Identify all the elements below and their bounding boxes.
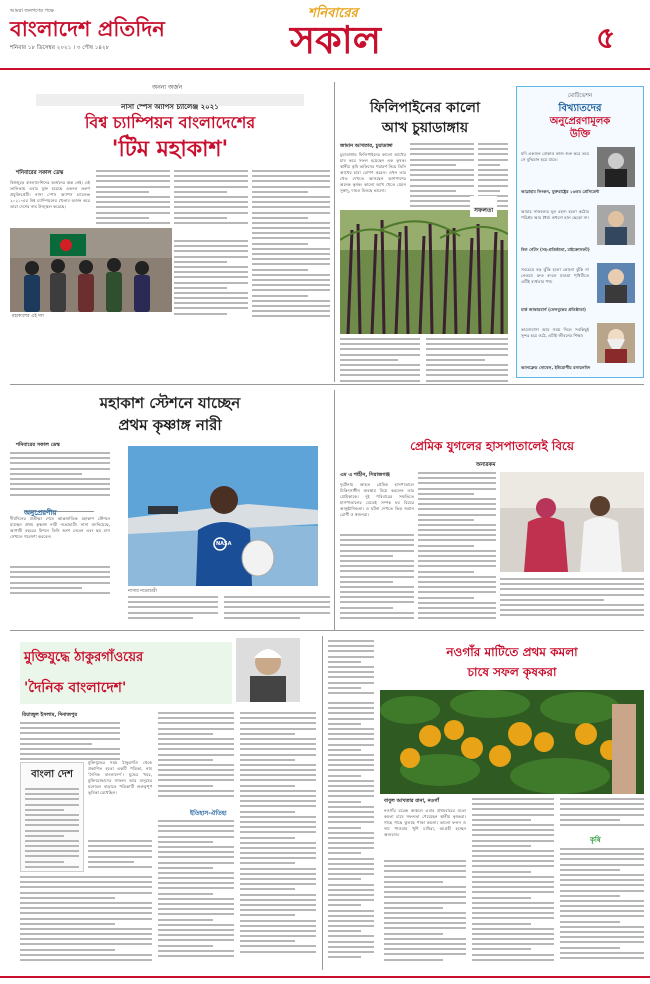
team-headline-2: 'টিম মহাকাশ' xyxy=(111,137,229,162)
quote-4-portrait xyxy=(597,323,635,363)
malta-body: নওগাঁর বরেন্দ্র অঞ্চলে এবার প্রথমবারের মতো কমলা চাষে সফলতা পেয়েছেন স্থানীয় কৃষকরা। গাছে গাছে ঝুলছে পাকা কমলা। ভালো ফলন ও দাম পাওয়ায় খুশি চাষিরা, আগ্রহী হচ্ছেন অন্যরাও। xyxy=(384,808,466,837)
history-body-col2 xyxy=(158,712,234,804)
astro-body-lead xyxy=(10,452,110,496)
orange-photo-image xyxy=(380,690,644,794)
quote-1-portrait xyxy=(597,147,635,187)
ph-body-col2 xyxy=(410,143,474,207)
astronaut-photo-image xyxy=(128,446,318,586)
ph-body-bottom-2 xyxy=(426,338,508,382)
team-kicker-text: নাসা স্পেস অ্যাপস চ্যালেঞ্জ ২০২১ xyxy=(121,103,219,111)
sugarcane-photo xyxy=(340,210,508,334)
quote-3-author: মার্ক জাকারবার্গ (ফেসবুকের প্রতিষ্ঠাতা) xyxy=(521,307,586,312)
ph-body: চুয়াডাঙ্গায় ফিলিপাইনের কালো আখের চাষ করে সফল হয়েছেন এক কৃষক। স্থানীয় কৃষি অফিসের পরামর্শ নিয়ে তিনি আখের চারা রোপণ করেন। এখন তার খেত দেখতে আসছেন আশপাশের অনেক কৃষক। কালো আখ খেতে যেমন সুস্বাদু, দামও মিলছে ভালো। xyxy=(340,152,406,193)
malta-section: কৃষি xyxy=(590,836,601,844)
page-number: ৫ xyxy=(596,21,616,56)
astronaut-photo xyxy=(128,446,318,586)
wedding-body: দুর্ঘটনায় আহত প্রেমিক হাসপাতালে চিকিৎসাধীন অবস্থায় বিয়ে করলেন তার প্রেমিকাকে। দুই পরিবারের সম্মতিতে হাসপাতালের বেডেই সম্পন্ন হয় বিয়ের আনুষ্ঠানিকতা। এ ঘটনা দেখতে ভিড় জমান রোগী ও স্বজনরা। xyxy=(340,482,414,517)
quote-4 xyxy=(521,323,641,377)
quote-1 xyxy=(521,147,641,201)
astro-headline-1: মহাকাশ স্টেশনে যাচ্ছেন xyxy=(99,394,241,412)
quote-4-text: ভালোবাসা আর সময় দিলে সবকিছুই সুন্দর হয়ে ওঠে, এটাই জীবনের শিক্ষা। xyxy=(521,327,589,338)
quote-2-author: বিল গেটস (সহ-প্রতিষ্ঠাতা, মাইক্রোসফট) xyxy=(521,247,590,252)
quote-3-portrait xyxy=(597,263,635,303)
quotes-kicker: মোটিভেশন xyxy=(567,93,593,99)
team-body-col3 xyxy=(174,170,248,226)
history-body-col1d xyxy=(88,840,152,874)
row-divider-2 xyxy=(10,630,644,631)
astro-body-bottom-1 xyxy=(128,596,218,622)
astro-caption: নাসার নভোচারী xyxy=(128,589,157,594)
quote-2-portrait xyxy=(597,205,635,245)
quote-2 xyxy=(521,205,641,259)
wedding-photo xyxy=(500,472,644,572)
quote-3 xyxy=(521,263,641,321)
malta-body-col1b xyxy=(384,860,466,966)
supplement-logo: সকাল xyxy=(290,17,382,62)
history-headline-1: মুক্তিযুদ্ধে ঠাকুরগাঁওয়ের xyxy=(24,650,144,665)
malta-body-col2 xyxy=(472,798,554,966)
quotes-title-3: উক্তি xyxy=(569,129,591,140)
malta-top-col1 xyxy=(328,640,374,698)
history-body-col1 xyxy=(20,722,120,762)
ph-headline-1: ফিলিপাইনের কালো xyxy=(369,100,481,116)
supplement-top: শনিবারের xyxy=(308,6,358,21)
team-kicker xyxy=(36,94,304,111)
astro-subhead-text: অনুপ্রেরণীয় xyxy=(24,509,57,517)
history-portrait xyxy=(236,638,300,702)
astro-subhead xyxy=(24,500,94,517)
quote-1-author: আব্রাহাম লিংকন, যুক্তরাষ্ট্রের ১৬তম প্রেসিডেন্ট xyxy=(521,189,600,194)
team-section-tag: অনন্য অর্জন xyxy=(152,84,183,91)
newspaper-clipping xyxy=(20,762,84,872)
masthead-tagline: আমরা জনগণের পক্ষে xyxy=(10,8,54,14)
ph-body-bottom-1 xyxy=(340,338,420,382)
column-divider-bottom xyxy=(322,636,323,970)
history-body: মুক্তিযুদ্ধের সময় ঠাকুরগাঁও থেকে প্রকাশিত হতো একটি পত্রিকা, নাম ‘দৈনিক বাংলাদেশ’। যুদ্ধের খবর, মুক্তিযোদ্ধাদের সাফল্য আর মানুষের মনোবল বাড়াতে পত্রিকাটি গুরুত্বপূর্ণ ভূমিকা রেখেছিল। xyxy=(88,760,152,795)
team-byline: শনিবারের সকাল ডেস্ক xyxy=(16,170,64,176)
wedding-headline: প্রেমিক যুগলের হাসপাতালেই বিয়ে xyxy=(410,439,574,453)
quote-4-author: আলফ্রেড নোবেল, ইউরোপীয় রসায়নবিদ xyxy=(521,365,591,370)
quotes-title-2: অনুপ্রেরণামূলক xyxy=(549,116,611,127)
history-section: ইতিহাস-ঐতিহ্য xyxy=(190,810,227,817)
wedding-photo-image xyxy=(500,472,644,572)
ph-byline: জামান আখতার, চুয়াডাঙ্গা xyxy=(340,143,393,149)
malta-body-col3 xyxy=(560,798,644,830)
paper-name: বাংলাদেশ প্রতিদিন xyxy=(10,16,165,41)
ph-headline-2: আখ চুয়াডাঙ্গায় xyxy=(381,120,469,136)
wedding-body-col3 xyxy=(500,578,644,622)
history-body-col1c xyxy=(20,876,152,966)
team-body-under xyxy=(174,240,248,318)
team-body-col4 xyxy=(252,170,330,320)
quote-3-text: সবচেয়ে বড় ঝুঁকি হলো কোনো ঝুঁকি না নেওয়া। দ্রুত বদলে যাওয়া পৃথিবীতে এটিই ব্যর্থতার পথ। xyxy=(521,267,589,284)
ph-photo-tag-text: সফলতা xyxy=(474,207,494,214)
column-divider-left xyxy=(334,82,335,382)
astro-body-col1b xyxy=(10,566,110,596)
history-headline-2: 'দৈনিক বাংলাদেশ' xyxy=(24,680,127,696)
orange-photo xyxy=(380,690,644,794)
nasa-badge: NASA xyxy=(216,541,232,547)
quotes-title-1: বিখ্যাতদের xyxy=(558,103,602,114)
team-headline-1: বিশ্ব চ্যাম্পিয়ন বাংলাদেশের xyxy=(84,113,256,132)
history-body-col3 xyxy=(240,712,316,966)
newspaper-clipping-title: বাংলা দেশ xyxy=(31,769,73,780)
row-divider-1 xyxy=(10,384,644,385)
malta-body-col3b xyxy=(560,848,644,966)
malta-headline-1: নওগাঁর মাটিতে প্রথম কমলা xyxy=(446,645,578,659)
malta-byline: বাবুল আখতার রানা, নওগাঁ xyxy=(384,798,439,804)
footer-rule xyxy=(0,976,650,978)
quote-2-text: আমার সাফল্যের মূল রহস্য হলো কঠোর পরিশ্রম আর ধৈর্য। কখনো হাল ছেড়ো না। xyxy=(521,209,589,220)
quote-1-text: যদি একজন বোকাও কাজ শুরু করে তবে সে বুদ্ধিমান হয়ে যাবে। xyxy=(521,151,589,162)
ph-photo-tag xyxy=(470,196,497,217)
wedding-section: অন্যরকম xyxy=(476,462,496,468)
team-caption: মহাকাশের এই দল xyxy=(12,314,44,319)
sugarcane-photo-image xyxy=(340,210,508,334)
team-photo-image xyxy=(10,228,172,312)
malta-headline-2: চাষে সফল কৃষকরা xyxy=(467,665,557,679)
team-photo xyxy=(10,228,172,312)
history-body-col2b xyxy=(158,820,234,966)
history-byline: রিয়াজুল ইসলাম, দিনাজপুর xyxy=(22,712,78,718)
wedding-byline: এম এ শাহীন, সিরাজগঞ্জ xyxy=(340,472,390,478)
quotes-sidebar xyxy=(516,86,644,378)
astro-body-bottom-2 xyxy=(224,596,330,622)
team-body-col2 xyxy=(96,170,170,226)
date-line: শনিবার ১৮ ডিসেম্বর ২০২১ । ৩ পৌষ ১৪২৮ xyxy=(10,45,110,51)
masthead xyxy=(0,0,650,78)
astro-headline-2: প্রথম কৃষ্ণাঙ্গ নারী xyxy=(118,416,222,434)
wedding-body-col1b xyxy=(340,534,414,624)
masthead-rule xyxy=(0,68,650,70)
malta-left-col xyxy=(328,702,374,966)
team-lead: বিশ্বজুড়ে বাংলাদেশিদের অর্জনের অন্ত নেই। এই তালিকায় এবার যুক্ত হয়েছে একদল তরুণ প্রযুক্তিপ্রেমী। নাসা স্পেস অ্যাপস চ্যালেঞ্জ ২০২১-এর বিশ্ব চ্যাম্পিয়নের খেতাব অর্জন করে তারা দেশের নাম উজ্জ্বল করেছে। xyxy=(10,180,90,209)
astro-byline: শনিবারের সকাল ডেস্ক xyxy=(16,442,60,448)
column-divider-mid xyxy=(334,390,335,630)
wedding-body-col2 xyxy=(418,472,496,622)
newspaper-clipping-text xyxy=(21,784,83,870)
astro-body: দীর্ঘদিনের প্রতীক্ষা শেষে আন্তর্জাতিক মহাকাশ স্টেশনে যাচ্ছেন প্রথম কৃষ্ণাঙ্গ নারী নভোচারী। নাসা জানিয়েছে, আগামী বছরের মিশনে তিনি অংশ নেবেন এবং ছয় মাস সেখানে গবেষণা করবেন। xyxy=(10,516,110,539)
